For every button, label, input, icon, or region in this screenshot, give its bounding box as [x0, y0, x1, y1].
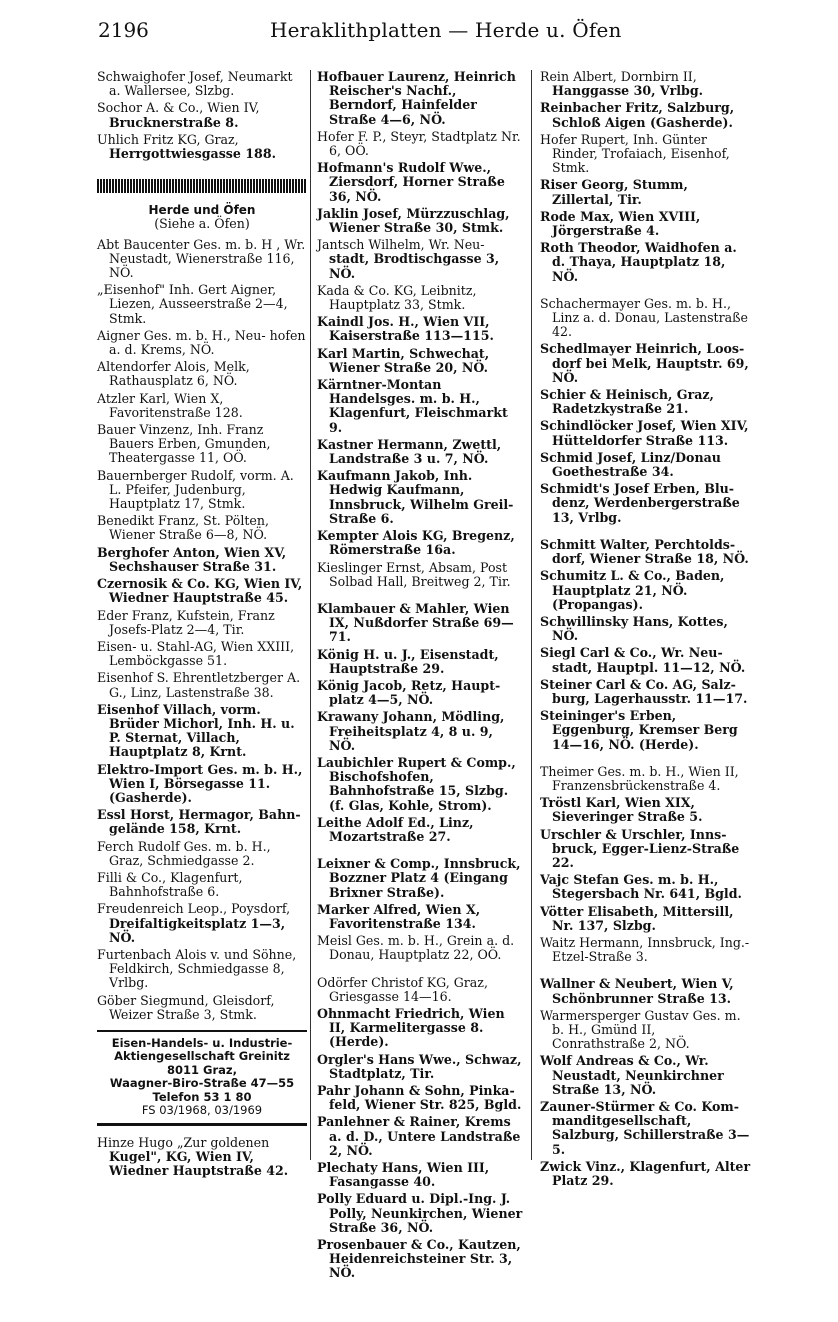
list-item: Karl Martin, Schwechat, Wiener Straße 20, NÖ.	[317, 345, 490, 375]
list-item: Schedlmayer Heinrich, Loos- dorf bei Melk, Hauptstr. 69, NÖ.	[540, 341, 749, 385]
list-item: Urschler & Urschler, Inns- bruck, Egger-Lienz-Straße 22.	[540, 826, 740, 870]
list-item: Hofer Rupert, Inh. Günter Rinder, Trofaiach, Eisenhof, Stmk.	[540, 131, 730, 176]
list-item: Zwick Vinz., Klagenfurt, Alter Platz 29.	[540, 1158, 751, 1189]
column-1	[97, 70, 307, 1182]
ad-line: Waagner-Biro-Straße 47—55	[109, 1076, 295, 1091]
list-item: Schachermayer Ges. m. b. H., Linz a. d. Donau, Lastenstraße 42.	[540, 295, 749, 340]
list-item: Kada & Co. KG, Leibnitz, Hauptplatz 33, Stmk.	[317, 282, 477, 313]
list-item: Steiner Carl & Co. AG, Salz- burg, Lagerhausstr. 11—17.	[540, 676, 748, 706]
list-item: Bauernberger Rudolf, vorm. A. L. Pfeifer, Judenburg, Hauptplatz 17, Stmk.	[97, 467, 294, 512]
list-item: Schmid Josef, Linz/Donau Goethestraße 34.	[540, 449, 721, 480]
list-item: Krawany Johann, Mödling, Freiheitsplatz 4, 8 u. 9, NÖ.	[317, 709, 505, 753]
list-item: Leithe Adolf Ed., Linz, Mozartstraße 27.	[317, 814, 474, 844]
list-item: Warmersperger Gustav Ges. m. b. H., Gmünd II, Conrathstraße 2, NÖ.	[540, 1007, 741, 1052]
list-item: Hofbauer Laurenz, Heinrich Reischer's Nachf., Berndorf, Hainfelder Straße 4—6, NÖ.	[317, 69, 516, 127]
col1-entries	[97, 238, 307, 1022]
column-divider	[531, 70, 532, 1160]
list-item: Eisenhof Villach, vorm. Brüder Michorl, Inh. H. u. P. Sternat, Villach, Hauptplatz 8, Krnt.	[97, 701, 295, 760]
list-item: Hofer F. P., Steyr, Stadtplatz Nr. 6, OÖ.	[317, 128, 521, 159]
list-item: Hofmann's Rudolf Wwe., Ziersdorf, Horner Straße 36, NÖ.	[317, 160, 505, 204]
list-item: Schwillinsky Hans, Kottes, NÖ.	[540, 613, 728, 644]
list-item: Schmitt Walter, Perchtolds- dorf, Wiener Straße 18, NÖ.	[540, 536, 749, 567]
list-item: Freudenreich Leop., Poysdorf, Dreifaltigkeitsplatz 1—3, NÖ.	[97, 901, 291, 945]
list-item: Furtenbach Alois v. und Söhne, Feldkirch, Schmiedgasse 8, Vrlbg.	[97, 946, 297, 991]
list-item: Marker Alfred, Wien X, Favoritenstraße 134.	[317, 901, 481, 931]
list-item: „Eisenhof" Inh. Gert Aigner, Liezen, Ausseerstraße 2—4, Stmk.	[97, 282, 288, 326]
list-item: Vajc Stefan Ges. m. b. H., Stegersbach Nr. 641, Bgld.	[540, 872, 742, 902]
page-header	[0, 18, 838, 50]
list-item: Kieslinger Ernst, Absam, Post Solbad Hall, Breitweg 2, Tir.	[317, 559, 511, 589]
list-item: Orgler's Hans Wwe., Schwaz, Stadtplatz, Tir.	[317, 1051, 522, 1081]
list-item: Sochor A. & Co., Wien IV, Brucknerstraße 8.	[97, 100, 260, 130]
list-item: Roth Theodor, Waidhofen a. d. Thaya, Hauptplatz 18, NÖ.	[540, 240, 737, 284]
list-item: Kärntner-Montan Handelsges. m. b. H., Klagenfurt, Fleischmarkt 9.	[317, 377, 508, 435]
list-item: Polly Eduard u. Dipl.-Ing. J. Polly, Neunkirchen, Wiener Straße 36, NÖ.	[317, 1191, 523, 1235]
list-item: Leixner & Comp., Innsbruck, Bozzner Platz 4 (Eingang Brixner Straße).	[317, 856, 521, 900]
section-separator	[97, 179, 307, 193]
list-item: Schmidt's Josef Erben, Blu- denz, Werdenbergerstraße 13, Vrlbg.	[540, 481, 740, 525]
list-item: Eisenhof S. Ehrentletzberger A. G., Linz, Lastenstraße 38.	[97, 670, 301, 700]
section-heading: Herde und Öfen	[148, 203, 256, 218]
section-subheading: (Siehe a. Öfen)	[154, 216, 250, 232]
list-item: Eder Franz, Kufstein, Franz Josefs-Platz 2—4, Tir.	[97, 607, 275, 637]
list-item: Göber Siegmund, Gleisdorf, Weizer Straße 3, Stmk.	[97, 992, 275, 1022]
list-item: Tröstl Karl, Wien XIX, Sieveringer Straße 5.	[540, 795, 703, 825]
list-item: Ferch Rudolf Ges. m. b. H., Graz, Schmiedgasse 2.	[97, 838, 271, 868]
page-title: Heraklithplatten — Herde u. Öfen	[270, 18, 622, 42]
list-item: Altendorfer Alois, Melk, Rathausplatz 6, NÖ.	[97, 359, 250, 389]
list-item: Kaindl Jos. H., Wien VII, Kaiserstraße 113—115.	[317, 314, 494, 344]
list-item: Essl Horst, Hermagor, Bahn- geländе 158, Krnt.	[97, 807, 301, 837]
list-item: Berghofer Anton, Wien XV, Sechshauser Straße 31.	[97, 544, 287, 574]
list-item: Kempter Alois KG, Bregenz, Römerstraße 16a.	[317, 528, 515, 558]
list-item: Vötter Elisabeth, Mittersill, Nr. 137, Slzbg.	[540, 903, 734, 933]
list-item: Hinze Hugo „Zur goldenen Kugel", KG, Wien IV, Wiedner Hauptstraße 42.	[97, 1134, 289, 1179]
advertisement-box	[97, 1030, 307, 1126]
list-item: Uhlich Fritz KG, Graz, Herrgottwiesgasse 188.	[97, 131, 276, 162]
list-item: König Jacob, Retz, Haupt- platz 4—5, NÖ.	[317, 677, 501, 708]
list-item: König H. u. J., Eisenstadt, Hauptstraße 29.	[317, 646, 499, 676]
list-item: Meisl Ges. m. b. H., Grein a. d. Donau, Hauptplatz 22, OÖ.	[317, 933, 515, 963]
list-item: Kaufmann Jakob, Inh. Hedwig Kaufmann, Innsbruck, Wilhelm Greil-Straße 6.	[317, 468, 514, 526]
list-item: Elektro-Import Ges. m. b. H., Wien I, Börsegasse 11. (Gasherde).	[97, 761, 303, 805]
list-item: Zauner-Stürmer & Co. Kom- manditgesellschaft, Salzburg, Schillerstraße 3—5.	[540, 1099, 750, 1157]
list-item: Plechaty Hans, Wien III, Fasangasse 40.	[317, 1160, 490, 1190]
list-item: Siegl Carl & Co., Wr. Neu- stadt, Hauptpl. 11—12, NÖ.	[540, 645, 746, 675]
list-item: Prosenbauer & Co., Kautzen, Heidenreichsteiner Str. 3, NÖ.	[317, 1237, 521, 1281]
list-item: Abt Baucenter Ges. m. b. H , Wr. Neustadt, Wienerstraße 116, NÖ.	[97, 236, 306, 281]
list-item: Panlehner & Rainer, Krems a. d. D., Untere Landstraße 2, NÖ.	[317, 1114, 521, 1158]
list-item: Ohnmacht Friedrich, Wien II, Karmelitergasse 8. (Herde).	[317, 1005, 505, 1050]
column-3	[540, 70, 752, 1191]
list-item: Rode Max, Wien XVIII, Jörgerstraße 4.	[540, 208, 701, 239]
list-item: Jaklin Josef, Mürzzuschlag, Wiener Straße 30, Stmk.	[317, 205, 510, 236]
list-item: Wolf Andreas & Co., Wr. Neustadt, Neunkirchner Straße 13, NÖ.	[540, 1053, 724, 1097]
list-item: Aigner Ges. m. b. H., Neu- hofen a. d. Krems, NÖ.	[97, 327, 306, 358]
list-item: Eisen- u. Stahl-AG, Wien XXIII, Lemböckgasse 51.	[97, 638, 295, 669]
ad-line: Eisen-Handels- u. Industrie-	[111, 1035, 293, 1050]
list-item: Bauer Vinzenz, Inh. Franz Bauers Erben, Gmunden, Theatergasse 11, OÖ.	[97, 422, 271, 466]
list-item: Klambauer & Mahler, Wien IX, Nußdorfer Straße 69—71.	[317, 600, 514, 645]
col1-top-entries	[97, 70, 307, 161]
list-item: Benedikt Franz, St. Pölten, Wiener Straße 6—8, NÖ.	[97, 513, 269, 543]
list-item: Rein Albert, Dornbirn II, Hanggasse 30, Vrlbg.	[540, 69, 704, 99]
list-item: Riser Georg, Stumm, Zillertal, Tir.	[540, 177, 688, 207]
list-item: Steininger's Erben, Eggenburg, Kremser Berg 14—16, NÖ. (Herde).	[540, 708, 738, 752]
ad-line: Telefon 53 1 80	[152, 1089, 252, 1104]
list-item: Schumitz L. & Co., Baden, Hauptplatz 21, NÖ. (Propangas).	[540, 568, 725, 612]
list-item: Theimer Ges. m. b. H., Wien II, Franzensbrückenstraße 4.	[540, 763, 739, 793]
list-item: Atzler Karl, Wien X, Favoritenstraße 128.	[97, 390, 243, 420]
list-item: Filli & Co., Klagenfurt, Bahnhofstraße 6.	[97, 869, 243, 900]
list-item: Schwaighofer Josef, Neumarkt a. Wallersee, Slzbg.	[97, 69, 293, 99]
list-item: Pahr Johann & Sohn, Pinka- feld, Wiener Str. 825, Bgld.	[317, 1083, 522, 1113]
column-divider	[310, 70, 311, 1160]
list-item: Czernosik & Co. KG, Wien IV, Wiedner Hauptstraße 45.	[97, 576, 303, 606]
page-number: 2196	[98, 18, 149, 42]
column-2	[317, 70, 523, 1284]
list-item: Jantsch Wilhelm, Wr. Neu- stadt, Brodtischgasse 3, NÖ.	[317, 237, 500, 281]
list-item: Reinbacher Fritz, Salzburg, Schloß Aigen (Gasherde).	[540, 100, 735, 130]
list-item: Odörfer Christof KG, Graz, Griesgasse 14—16.	[317, 974, 488, 1004]
list-item: Wallner & Neubert, Wien V, Schönbrunner Straße 13.	[540, 976, 734, 1006]
list-item: Schindlöcker Josef, Wien XIV, Hütteldorfer Straße 113.	[540, 418, 749, 448]
list-item: Kastner Hermann, Zwettl, Landstraße 3 u. 7, NÖ.	[317, 436, 502, 467]
ad-line: FS 03/1968, 03/1969	[141, 1103, 263, 1118]
ad-line: Aktiengesellschaft Greinitz	[114, 1049, 290, 1064]
list-item: Laubichler Rupert & Comp., Bischofshofen, Bahnhofstraße 15, Slzbg. (f. Glas, Kohle, Strom).	[317, 754, 516, 813]
list-item: Schier & Heinisch, Graz, Radetzkystraße 21.	[540, 387, 714, 417]
list-item: Waitz Hermann, Innsbruck, Ing.-Etzel-Straße 3.	[540, 934, 750, 965]
ad-line: 8011 Graz,	[167, 1062, 237, 1077]
